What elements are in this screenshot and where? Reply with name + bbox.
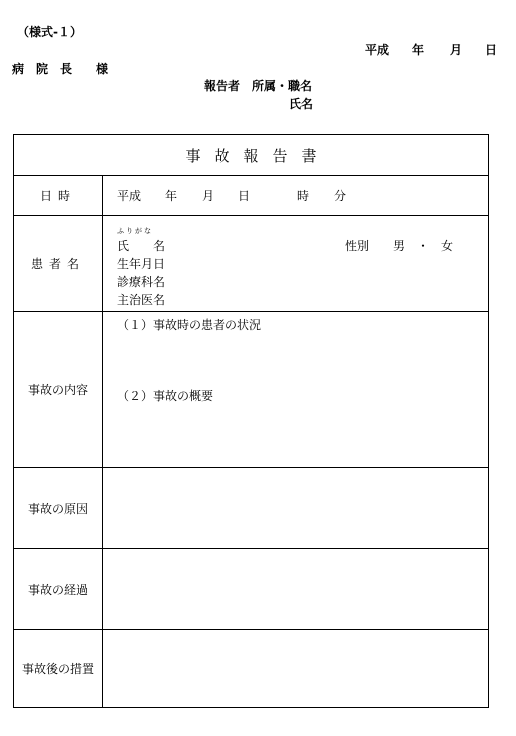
form-title: 事故報告書 — [185, 146, 331, 165]
cause-label-cell — [14, 468, 103, 548]
patient-field[interactable] — [103, 216, 488, 311]
progress-label: 事故の経過 — [27, 582, 88, 597]
incident-label: 事故の内容 — [27, 383, 88, 397]
addressee-char-1: 病 — [12, 62, 25, 76]
progress-row — [14, 548, 488, 629]
incident-label-cell — [14, 312, 103, 467]
incident-item-1: （１）事故時の患者の状況 — [117, 318, 262, 332]
measures-field[interactable] — [103, 630, 488, 707]
date-month-label: 月 — [450, 43, 463, 57]
datetime-minute: 分 — [334, 189, 347, 203]
addressee-honorific: 様 — [96, 62, 109, 76]
addressee-char-3: 長 — [60, 62, 73, 76]
measures-row — [14, 629, 488, 707]
incident-item-2: （２）事故の概要 — [117, 389, 214, 403]
datetime-year: 年 — [165, 189, 178, 203]
progress-label-cell — [14, 549, 103, 629]
furigana-label: ふりがな — [117, 227, 153, 235]
addressee-char-2: 院 — [36, 62, 49, 76]
patient-row — [14, 215, 488, 311]
form-number: （様式-１） — [17, 25, 82, 39]
patient-label: 患者名 — [30, 257, 85, 271]
date-era: 平成 — [365, 43, 390, 57]
cause-field[interactable] — [103, 468, 488, 548]
datetime-label: 日時 — [39, 189, 76, 203]
reporter-label: 報告者 — [204, 79, 241, 93]
reporter-name-label: 氏名 — [289, 97, 314, 111]
incident-field[interactable] — [103, 312, 488, 467]
department-label: 診療科名 — [117, 275, 166, 289]
birthdate-label: 生年月日 — [117, 257, 166, 271]
datetime-era: 平成 — [117, 189, 142, 203]
progress-field[interactable] — [103, 549, 488, 629]
title-row — [14, 135, 488, 175]
datetime-month: 月 — [202, 189, 215, 203]
patient-name-label-2: 名 — [153, 239, 166, 253]
datetime-field[interactable] — [103, 176, 488, 215]
patient-label-cell — [14, 216, 103, 311]
measures-label-cell — [14, 630, 103, 707]
cause-label: 事故の原因 — [27, 501, 88, 516]
affiliation-label: 所属・職名 — [252, 79, 313, 93]
doctor-label: 主治医名 — [117, 293, 166, 307]
incident-row — [14, 311, 488, 467]
date-day-label: 日 — [485, 43, 498, 57]
date-year-label: 年 — [412, 43, 425, 57]
incident-report-table — [13, 134, 489, 708]
sex-options: 男 ・ 女 — [393, 239, 454, 253]
datetime-hour: 時 — [297, 189, 310, 203]
datetime-label-cell — [14, 176, 103, 215]
patient-name-label: 氏 — [117, 239, 130, 253]
datetime-day: 日 — [238, 189, 251, 203]
sex-label: 性別 — [345, 239, 370, 253]
datetime-row — [14, 175, 488, 215]
cause-row — [14, 467, 488, 548]
measures-label: 事故後の措置 — [21, 662, 94, 676]
